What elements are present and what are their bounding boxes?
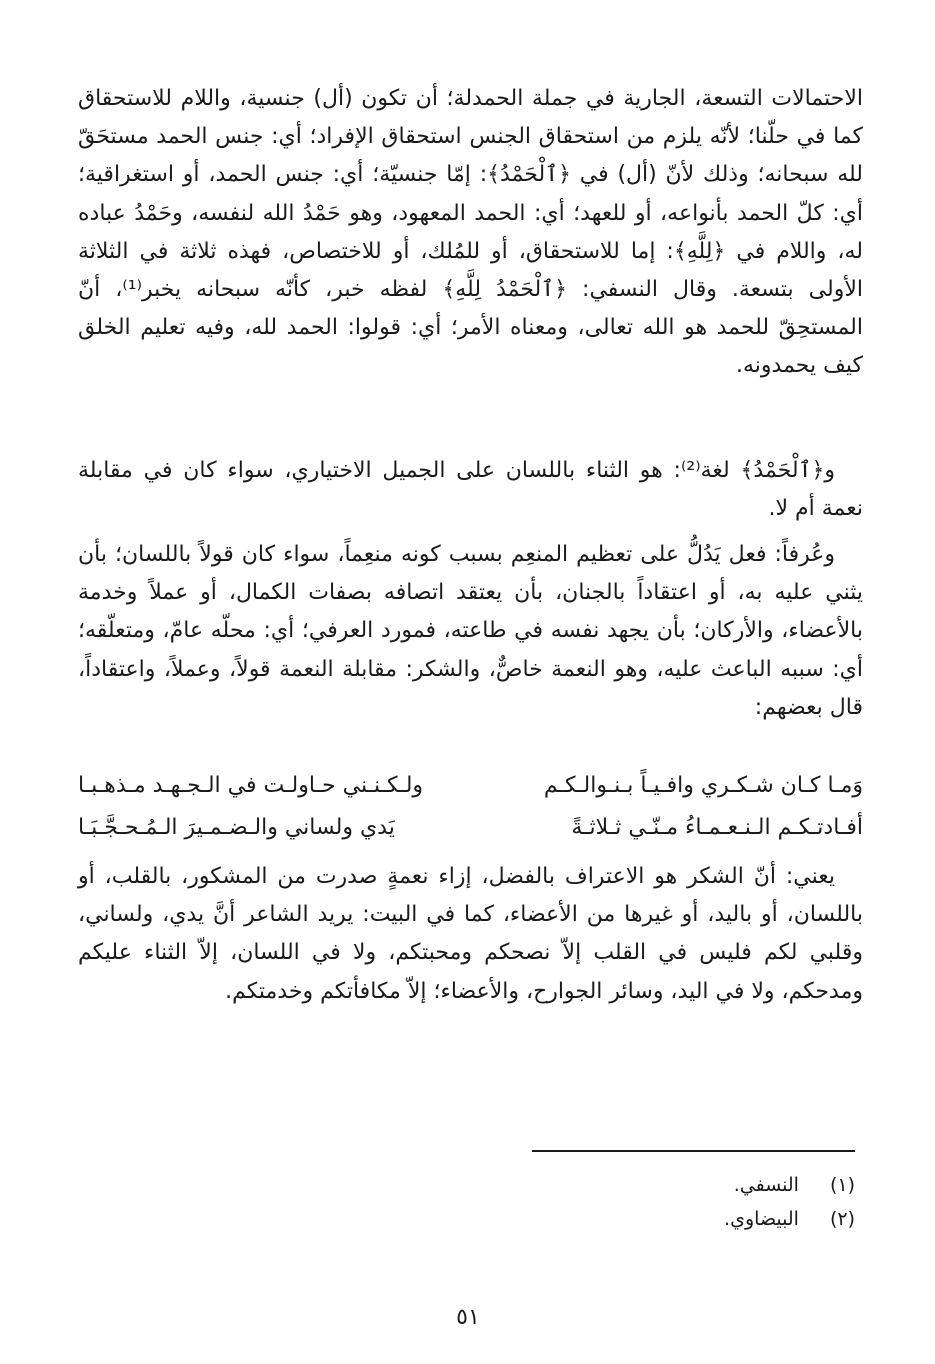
paragraph-closing [78, 858, 863, 1011]
page-number: ٥١ [456, 1305, 480, 1330]
footnote-1-number: (١) [829, 1174, 855, 1196]
paragraph-3 [78, 536, 863, 727]
paragraph-closing-text: يعني: أنّ الشكر هو الاعتراف بالفضل، إزاء نعمةٍ صدرت من المشكور، بالقلب، أو باللسان، أو باليد، أو غيرها من الأعضاء، كما في البيت: يريد الشاعر أنَّ يدي، ولساني، وقلبي لكم فليس في القلب إلاّ نصحكم ومحبتكم، ولا في اللسان، إلاّ الثناء عليكم ومدحكم، ولا في اليد، وسائر الجوارح، والأعضاء؛ إلاّ مكافأتكم وخدمتكم. [78, 864, 863, 1004]
paragraph-2-text: و﴿ٱلْحَمْدُ﴾ لغة⁽²⁾: هو الثناء باللسان على الجميل الاختياري، سواء كان في مقابلة نعمة أم لا. [78, 458, 863, 522]
paragraph-1-text: الاحتمالات التسعة، الجارية في جملة الحمدلة؛ أن تكون (أل) جنسية، واللام للاستحقاق كما في حلّنا؛ لأنّه يلزم من استحقاق الجنس استحقاق الإفراد؛ أي: جنس الحمد مستحَقّ لله سبحانه؛ وذلك لأنّ (أل) في ﴿ٱلْحَمْدُ﴾: إمّا جنسيّة؛ أي: جنس الحمد، أو استغراقية؛ أي: كلّ الحمد بأنواعه، أو للعهد؛ أي: الحمد المعهود، وهو حَمْدُ الله لنفسه، وحَمْدُ عباده له، واللام في ﴿لِلَّهِ﴾: إما للاستحقاق، أو للمُلك، أو للاختصاص، فهذه ثلاثة في الثلاثة الأولى بتسعة. وقال النسفي: ﴿ٱلْحَمْدُ لِلَّهِ﴾ لفظه خبر، كأنّه سبحانه يخبر⁽¹⁾، أنّ المستحِقّ للحمد هو الله تعالى، ومعناه الأمر؛ أي: قولوا: الحمد لله، وفيه تعليم الخلق كيف يحمدونه. [78, 86, 863, 379]
verse-1-second-hemistich: ولـكـنـني حـاولـت في الـجـهـد مـذهـبـا [78, 773, 424, 798]
verse-1-first-hemistich: وَمـا كـان شـكـري وافـيـاً بـنـوالـكـم [543, 773, 863, 798]
verse-2-second-hemistich: يَدي ولساني والـضـمـيرَ الـمُـحـجَّـبَـا [78, 815, 395, 840]
verse-2-first-hemistich: أفـادتـكـم الـنـعـمـاءُ مـنّـي ثـلاثـةً [571, 815, 863, 840]
footnote-divider [532, 1150, 855, 1152]
poem-verse-2 [78, 808, 863, 848]
footnotes [500, 1168, 855, 1236]
footnote-1-text: النسفي. [733, 1174, 799, 1196]
paragraph-2 [78, 452, 863, 528]
footnote-2 [500, 1202, 855, 1236]
poem-verse-1 [78, 766, 863, 806]
footnote-1 [500, 1168, 855, 1202]
paragraph-1 [78, 80, 863, 386]
footnote-2-text: البيضاوي. [724, 1208, 799, 1230]
footnote-2-number: (٢) [829, 1208, 855, 1230]
paragraph-3-text: وعُرفاً: فعل يَدُلُّ على تعظيم المنعِم بسبب كونه منعِماً، سواء كان قولاً باللسان؛ بأن يثني عليه به، أو اعتقاداً بالجنان، بأن يعتقد اتصافه بصفات الكمال، أو عملاً وخدمة بالأعضاء، والأركان؛ بأن يجهد نفسه في طاعته، فمورد العرفي؛ أي: محلّه عامّ، ومتعلّقه؛ أي: سببه الباعث عليه، وهو النعمة خاصٌّ، والشكر: مقابلة النعمة قولاً، وعملاً، واعتقاداً، قال بعضهم: [78, 542, 863, 720]
